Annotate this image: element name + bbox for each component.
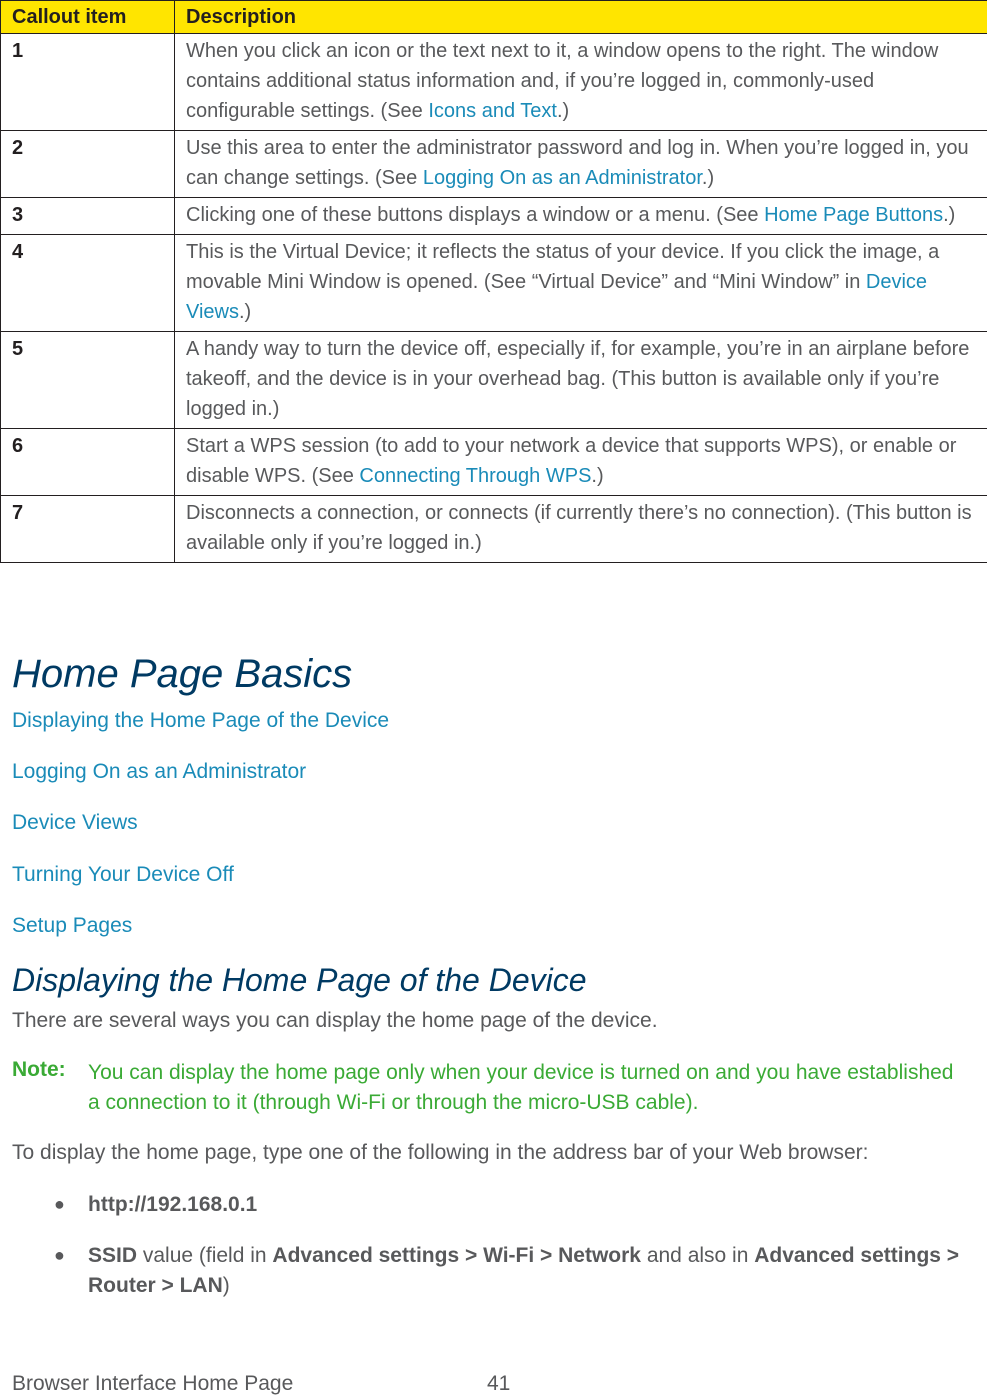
callout-number: 5 xyxy=(1,332,175,429)
instruction-paragraph: To display the home page, type one of the following in the address bar of your Web browser: xyxy=(12,1141,869,1164)
description-text: Use this area to enter the administrator password and log in. When you’re logged in, you can change settings. (See xyxy=(186,137,969,189)
callout-number: 1 xyxy=(1,34,175,131)
link-device-views[interactable]: Device Views xyxy=(186,271,928,323)
description-suffix: .) xyxy=(239,301,252,323)
bullet-icon: ● xyxy=(54,1245,65,1265)
note-label: Note: xyxy=(12,1058,66,1081)
bullet-text: and also in xyxy=(640,1244,755,1267)
callout-description xyxy=(175,131,987,198)
callout-description xyxy=(175,198,987,235)
table-header-row xyxy=(1,1,987,34)
wifi-network-path: Advanced settings > Wi-Fi > Network xyxy=(272,1244,641,1267)
description-suffix: .) xyxy=(943,204,956,226)
bullet-ssid xyxy=(88,1241,968,1301)
link-icons-and-text[interactable]: Icons and Text xyxy=(428,100,557,122)
callout-description xyxy=(175,496,987,563)
description-suffix: .) xyxy=(701,167,715,189)
description-suffix: .) xyxy=(591,465,604,487)
callout-number: 6 xyxy=(1,429,175,496)
description-text: Disconnects a connection, or connects (if currently there’s no connection). (This button is available only if you’re logged in.) xyxy=(186,502,972,554)
toc-link-displaying-home-page[interactable]: Displaying the Home Page of the Device xyxy=(12,709,390,732)
callout-number: 2 xyxy=(1,131,175,198)
table-row xyxy=(1,429,987,496)
toc-link-logging-on[interactable]: Logging On as an Administrator xyxy=(12,760,307,783)
description-text: When you click an icon or the text next to it, a window opens to the right. The window contains additional status information and, if you’re logged in, commonly-used configurable settings. (See xyxy=(186,40,939,122)
toc-link-turning-device-off[interactable]: Turning Your Device Off xyxy=(12,863,234,886)
toc-link-setup-pages[interactable]: Setup Pages xyxy=(12,914,133,937)
table-row xyxy=(1,235,987,332)
page-number: 41 xyxy=(487,1372,511,1395)
router-lan-path: Advanced settings > Router > LAN xyxy=(88,1244,960,1297)
bullet-icon: ● xyxy=(54,1194,65,1214)
description-suffix: .) xyxy=(556,100,570,122)
intro-paragraph: There are several ways you can display the home page of the device. xyxy=(12,1009,658,1032)
bullet-ip-address: http://192.168.0.1 xyxy=(88,1193,258,1216)
description-text: Start a WPS session (to add to your network a device that supports WPS), or enable or disable WPS. (See xyxy=(186,435,957,487)
toc-link-device-views[interactable]: Device Views xyxy=(12,811,138,834)
callout-number: 7 xyxy=(1,496,175,563)
description-text: Clicking one of these buttons displays a window or a menu. (See xyxy=(186,204,765,226)
note-text: You can display the home page only when your device is turned on and you have established a connection to it (through Wi-Fi or through the micro-USB cable). xyxy=(88,1061,954,1114)
header-description: Description xyxy=(175,1,987,34)
table-row xyxy=(1,198,987,235)
ssid-label: SSID xyxy=(88,1244,138,1267)
link-home-page-buttons[interactable]: Home Page Buttons xyxy=(764,204,944,226)
table-row xyxy=(1,332,987,429)
link-logging-on[interactable]: Logging On as an Administrator xyxy=(422,167,702,189)
description-text: A handy way to turn the device off, especially if, for example, you’re in an airplane before takeoff, and the device is in your overhead bag. (This button is available only if you’re logged in.) xyxy=(186,338,970,420)
callout-table xyxy=(0,0,987,563)
bullet-text: value (field in xyxy=(137,1244,273,1267)
subsection-title: Displaying the Home Page of the Device xyxy=(12,962,587,998)
footer-title: Browser Interface Home Page xyxy=(12,1372,294,1395)
callout-number: 4 xyxy=(1,235,175,332)
callout-description xyxy=(175,429,987,496)
callout-number: 3 xyxy=(1,198,175,235)
description-text: This is the Virtual Device; it reflects the status of your device. If you click the image, a movable Mini Window is opened. (See “Virtual Device” and “Mini Window” in xyxy=(186,241,940,293)
section-title: Home Page Basics xyxy=(12,652,353,696)
callout-description xyxy=(175,332,987,429)
table-row xyxy=(1,34,987,131)
table-row xyxy=(1,496,987,563)
link-connecting-through-wps[interactable]: Connecting Through WPS xyxy=(359,465,592,487)
bullet-text: ) xyxy=(222,1274,230,1297)
header-callout-item: Callout item xyxy=(1,1,175,34)
table-row xyxy=(1,131,987,198)
callout-description xyxy=(175,34,987,131)
callout-description xyxy=(175,235,987,332)
